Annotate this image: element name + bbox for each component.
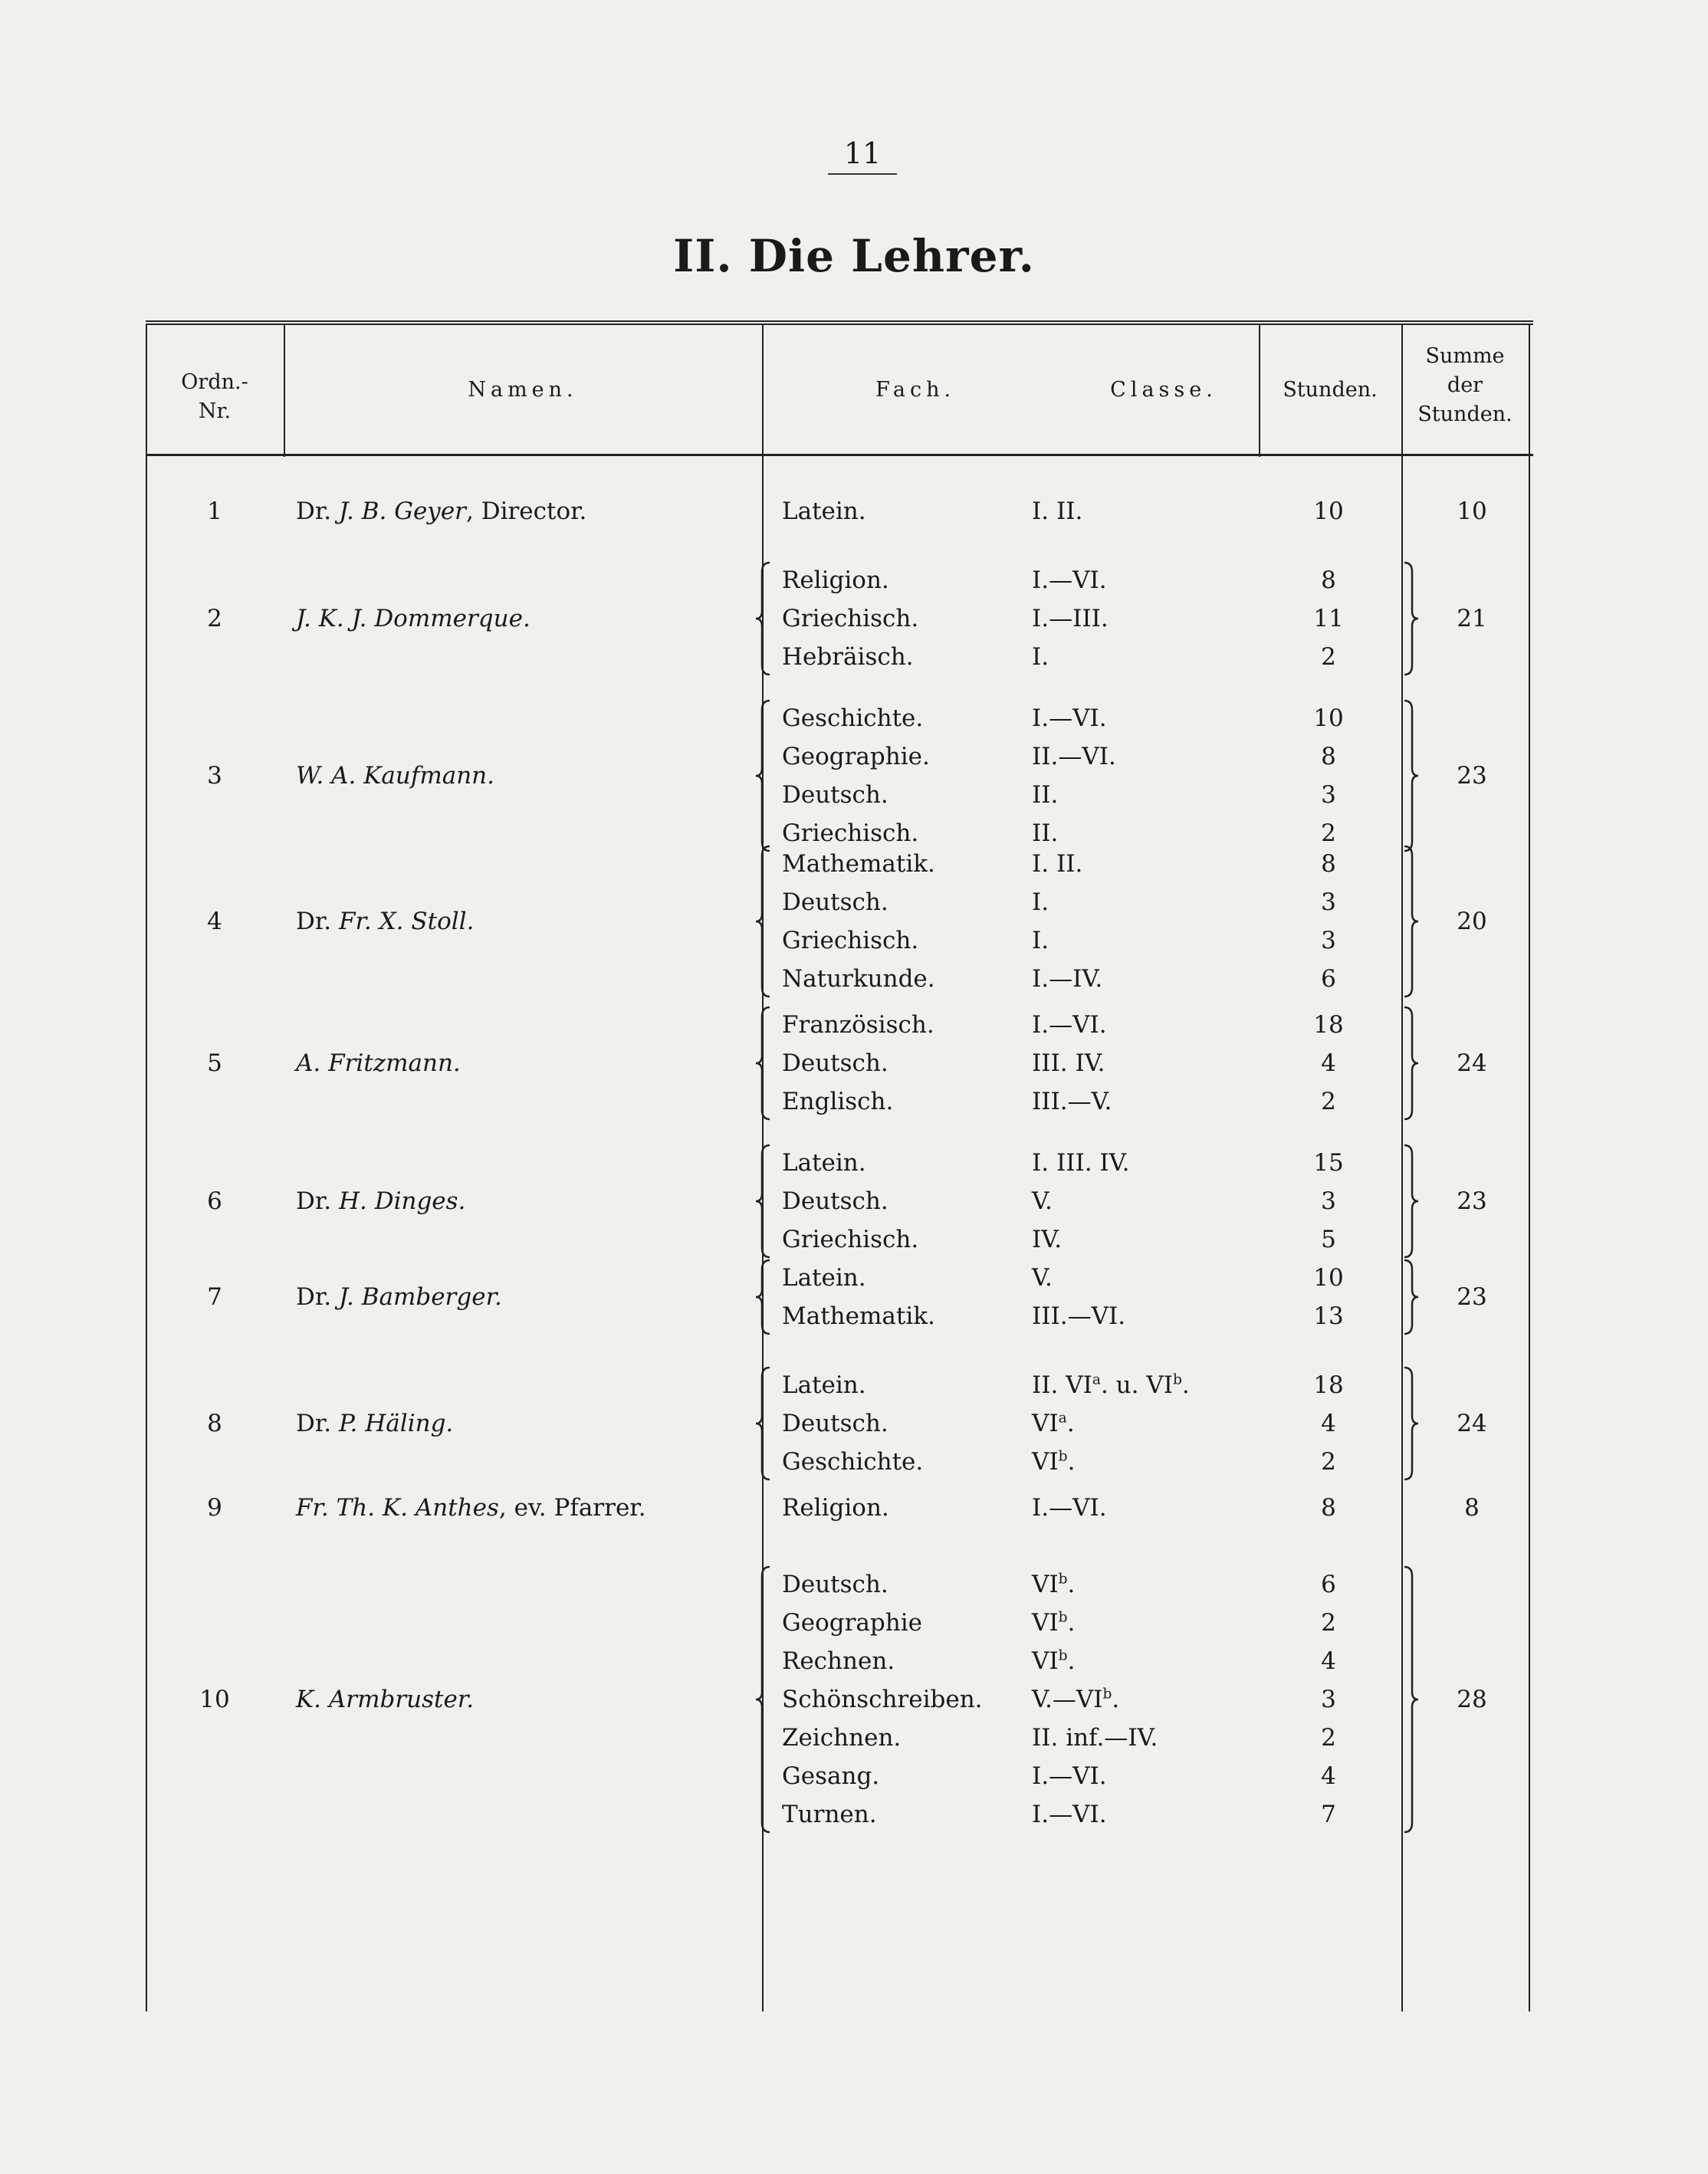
hours-list-cell: 10 [1313, 498, 1344, 525]
class-list-cell: $VI^b$. [1032, 1448, 1076, 1476]
subject-list-cell: Deutsch. [782, 781, 888, 809]
subject-list [782, 1144, 918, 1259]
class-list-cell: I. III. IV. [1032, 1149, 1130, 1177]
hours-list-cell: 8 [1321, 743, 1336, 770]
subject-list [782, 1259, 935, 1335]
hours-list [1271, 1489, 1386, 1527]
hours-list [1271, 1006, 1386, 1121]
hours-total: 24 [1457, 1049, 1487, 1077]
subject-list-cell: Geographie. [782, 743, 930, 770]
hours-list-cell: 6 [1321, 1571, 1336, 1598]
page-number: 11 [828, 136, 897, 175]
teacher-number: 1 [207, 498, 222, 525]
subject-list-cell: Griechisch. [782, 927, 919, 954]
hours-list-cell: 2 [1321, 1448, 1336, 1476]
hours-total: 23 [1457, 1283, 1487, 1311]
subject-list-cell: Deutsch. [782, 1187, 888, 1215]
hours-list-cell: 4 [1321, 1410, 1336, 1437]
class-list [1032, 1489, 1107, 1527]
teacher-name: Fr. Th. K. Anthes, ev. Pfarrer. [296, 1494, 646, 1522]
subject-list-cell: Rechnen. [782, 1647, 895, 1675]
class-list [1032, 492, 1082, 530]
hours-total: 28 [1457, 1686, 1487, 1713]
hours-list-cell: 3 [1321, 781, 1336, 809]
subject-list-cell: Schönschreiben. [782, 1686, 983, 1713]
brace-left [754, 1565, 773, 1834]
subject-list [782, 699, 930, 852]
subject-list-cell: Religion. [782, 1494, 889, 1522]
column-rule [1529, 325, 1530, 2011]
class-list-cell: III.—VI. [1032, 1302, 1126, 1330]
hours-total: 20 [1457, 908, 1487, 935]
class-list-cell: III.—V. [1032, 1088, 1112, 1115]
class-list-cell: $VI^a$. [1032, 1410, 1075, 1437]
subject-list-cell: Latein. [782, 1149, 866, 1177]
subject-list [782, 1366, 923, 1481]
teacher-name: Dr. J. Bamberger. [296, 1283, 502, 1311]
subject-list-cell: Mathematik. [782, 850, 935, 878]
brace-left [754, 561, 773, 676]
hours-total: 21 [1457, 605, 1487, 632]
teacher-table [146, 320, 1533, 2011]
hours-list-cell: 2 [1321, 1724, 1336, 1752]
hours-list [1271, 845, 1386, 998]
subject-list-cell: Mathematik. [782, 1302, 935, 1330]
hours-list-cell: 4 [1321, 1762, 1336, 1790]
class-list-cell: I. II. [1032, 498, 1083, 525]
column-rule [146, 325, 147, 2011]
subject-list-cell: Geschichte. [782, 1448, 924, 1476]
hours-total: 24 [1457, 1410, 1487, 1437]
brace-right [1401, 561, 1420, 676]
class-list-cell: I.—III. [1032, 605, 1109, 632]
hours-list-cell: 18 [1313, 1011, 1344, 1039]
hours-total: 10 [1457, 498, 1487, 525]
subject-list-cell: Zeichnen. [782, 1724, 902, 1752]
teacher-name: K. Armbruster. [296, 1686, 475, 1713]
teacher-number: 5 [207, 1049, 222, 1077]
hours-list-cell: 7 [1321, 1801, 1336, 1828]
subject-list-cell: Geschichte. [782, 704, 924, 732]
teacher-number: 3 [207, 762, 222, 790]
class-list-cell: V. [1032, 1264, 1053, 1292]
hours-list-cell: 5 [1321, 1226, 1336, 1253]
class-list [1032, 699, 1116, 852]
hours-total: 8 [1464, 1494, 1480, 1522]
hours-list-cell: 10 [1313, 704, 1344, 732]
hours-list [1271, 699, 1386, 852]
hours-list-cell: 8 [1321, 850, 1336, 878]
brace-left [754, 699, 773, 852]
header-rule [146, 454, 1533, 456]
subject-list-cell: Turnen. [782, 1801, 877, 1828]
brace-right [1401, 1144, 1420, 1259]
class-list-cell: $V.—VI^b$. [1032, 1686, 1120, 1713]
hours-list-cell: 4 [1321, 1049, 1336, 1077]
hours-list [1271, 1259, 1386, 1335]
subject-list-cell: Latein. [782, 1371, 866, 1399]
subject-list-cell: Französisch. [782, 1011, 934, 1039]
class-list-cell: I.—VI. [1032, 1801, 1107, 1828]
teacher-name: J. K. J. Dommerque. [296, 605, 530, 632]
class-list-cell: III. IV. [1032, 1049, 1105, 1077]
hours-list-cell: 8 [1321, 1494, 1336, 1522]
brace-left [754, 845, 773, 998]
hours-list-cell: 3 [1321, 1187, 1336, 1215]
hours-list [1271, 1565, 1386, 1834]
subject-list-cell: Deutsch. [782, 1410, 888, 1437]
subject-list [782, 561, 918, 676]
hours-list-cell: 2 [1321, 819, 1336, 847]
hours-list [1271, 1366, 1386, 1481]
subject-list-cell: Geographie [782, 1609, 922, 1637]
brace-right [1401, 1006, 1420, 1121]
class-list-cell: I.—VI. [1032, 1011, 1107, 1039]
teacher-name: Dr. P. Häling. [296, 1410, 454, 1437]
brace-right [1401, 845, 1420, 998]
brace-right [1401, 1366, 1420, 1481]
class-list-cell: I. [1032, 643, 1049, 671]
class-list-cell: I.—VI. [1032, 1762, 1107, 1790]
header-nr: Ordn.- Nr. [181, 370, 248, 423]
header-stunden: Stunden. [1283, 378, 1378, 402]
hours-list-cell: 3 [1321, 927, 1336, 954]
hours-list-cell: 4 [1321, 1647, 1336, 1675]
teacher-number: 4 [207, 908, 222, 935]
hours-list-cell: 2 [1321, 1088, 1336, 1115]
class-list-cell: $VI^b$. [1032, 1647, 1076, 1675]
subject-list [782, 1489, 889, 1527]
brace-left [754, 1259, 773, 1335]
header-name: Namen. [468, 378, 578, 402]
subject-list [782, 1006, 934, 1121]
hours-total: 23 [1457, 1187, 1487, 1215]
teacher-number: 2 [207, 605, 222, 632]
subject-list-cell: Deutsch. [782, 1571, 888, 1598]
subject-list-cell: Deutsch. [782, 888, 888, 916]
brace-right [1401, 699, 1420, 852]
subject-list-cell: Naturkunde. [782, 965, 935, 993]
subject-list-cell: Latein. [782, 498, 866, 525]
hours-list-cell: 3 [1321, 1686, 1336, 1713]
class-list-cell: I. [1032, 888, 1049, 916]
subject-list-cell: Griechisch. [782, 1226, 919, 1253]
subject-list [782, 845, 935, 998]
hours-list-cell: 15 [1313, 1149, 1344, 1177]
subject-list-cell: Gesang. [782, 1762, 880, 1790]
teacher-name: W. A. Kaufmann. [296, 762, 494, 790]
class-list [1032, 1366, 1190, 1481]
hours-list-cell: 11 [1313, 605, 1344, 632]
class-list-cell: V. [1032, 1187, 1053, 1215]
teacher-name: Dr. Fr. X. Stoll. [296, 908, 475, 935]
teacher-number: 9 [207, 1494, 222, 1522]
teacher-name: Dr. H. Dinges. [296, 1187, 466, 1215]
subject-list [782, 492, 866, 530]
class-list [1032, 1259, 1125, 1335]
class-list-cell: $VI^b$. [1032, 1571, 1076, 1598]
brace-right [1401, 1259, 1420, 1335]
teacher-number: 10 [199, 1686, 230, 1713]
subject-list-cell: Griechisch. [782, 819, 919, 847]
hours-list-cell: 13 [1313, 1302, 1344, 1330]
hours-list-cell: 8 [1321, 566, 1336, 594]
header-classe: Classe. [1110, 378, 1217, 402]
class-list-cell: I.—VI. [1032, 1494, 1107, 1522]
class-list-cell: I.—VI. [1032, 566, 1107, 594]
hours-list [1271, 561, 1386, 676]
class-list-cell: $VI^b$. [1032, 1609, 1076, 1637]
hours-list-cell: 10 [1313, 1264, 1344, 1292]
class-list-cell: IV. [1032, 1226, 1063, 1253]
subject-list-cell: Hebräisch. [782, 643, 914, 671]
teacher-number: 7 [207, 1283, 222, 1311]
teacher-name: Dr. J. B. Geyer, Director. [296, 498, 587, 525]
subject-list-cell: Englisch. [782, 1088, 894, 1115]
brace-right [1401, 1565, 1420, 1834]
teacher-name: A. Fritzmann. [296, 1049, 461, 1077]
teacher-number: 8 [207, 1410, 222, 1437]
hours-list [1271, 1144, 1386, 1259]
brace-left [754, 1144, 773, 1259]
header-summe: Summe der Stunden. [1417, 344, 1513, 426]
class-list-cell: II. $VI^a$. u. $VI^b$. [1032, 1371, 1190, 1399]
hours-list [1271, 492, 1386, 530]
class-list-cell: I.—IV. [1032, 965, 1103, 993]
class-list-cell: II. inf.—IV. [1032, 1724, 1158, 1752]
hours-list-cell: 2 [1321, 643, 1336, 671]
class-list-cell: II. [1032, 819, 1059, 847]
subject-list-cell: Deutsch. [782, 1049, 888, 1077]
subject-list-cell: Griechisch. [782, 605, 919, 632]
header-fach: Fach. [875, 378, 956, 402]
hours-list-cell: 2 [1321, 1609, 1336, 1637]
class-list [1032, 1565, 1158, 1834]
teacher-number: 6 [207, 1187, 222, 1215]
class-list [1032, 1006, 1112, 1121]
brace-left [754, 1366, 773, 1481]
class-list [1032, 845, 1102, 998]
hours-list-cell: 18 [1313, 1371, 1344, 1399]
subject-list [782, 1565, 983, 1834]
subject-list-cell: Religion. [782, 566, 889, 594]
class-list-cell: II.—VI. [1032, 743, 1116, 770]
hours-list-cell: 3 [1321, 888, 1336, 916]
class-list-cell: II. [1032, 781, 1059, 809]
class-list-cell: I.—VI. [1032, 704, 1107, 732]
class-list [1032, 1144, 1129, 1259]
class-list-cell: I. [1032, 927, 1049, 954]
class-list-cell: I. II. [1032, 850, 1083, 878]
subject-list-cell: Latein. [782, 1264, 866, 1292]
class-list [1032, 561, 1109, 676]
hours-list-cell: 6 [1321, 965, 1336, 993]
page-title: II. Die Lehrer. [673, 230, 1035, 282]
hours-total: 23 [1457, 762, 1487, 790]
brace-left [754, 1006, 773, 1121]
